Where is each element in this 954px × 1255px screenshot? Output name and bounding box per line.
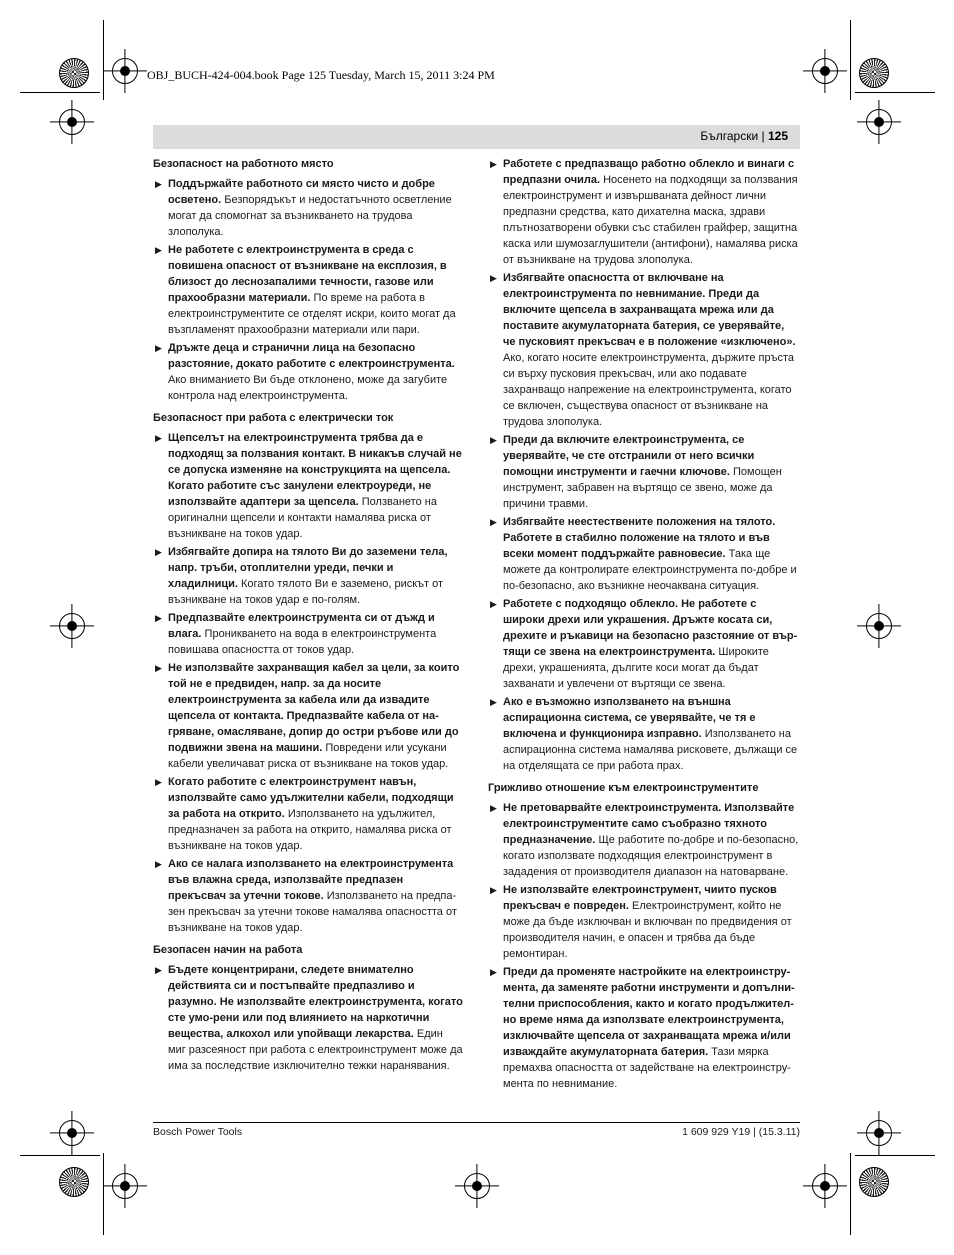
instruction-bold: Поддържайте работното си място чисто и добре осветено. xyxy=(168,178,435,206)
instruction-text: Един миг разсеяност при работа с електроинструмент може да има за последствие изключително тежки наранявания. xyxy=(168,1028,463,1072)
registration-mark-icon xyxy=(112,1173,138,1199)
instruction-bold: Работете с подходящо облекло. Не работете с широки дрехи или украшения. Дръжте косата си, дрехите и ръкавици на безопасно разстояние от вър-тящи се звена на електроинструмента. xyxy=(503,598,798,658)
footer-docnumber: 1 609 929 Y19 | (15.3.11) xyxy=(682,1126,800,1138)
triangle-bullet-icon: ▶ xyxy=(155,547,162,557)
instruction-bold: Когато работите с електроинструмент навън, използвайте само удължителни кабели, подходящи за работа на открито. xyxy=(168,776,454,820)
instruction-text: Ако вниманието Ви бъде отклонено, може да загубите контрола над електроинструмента. xyxy=(168,374,448,402)
registration-mark-icon xyxy=(112,58,138,84)
triangle-bullet-icon: ▶ xyxy=(155,777,162,787)
triangle-bullet-icon: ▶ xyxy=(155,245,162,255)
triangle-bullet-icon: ▶ xyxy=(490,435,497,445)
triangle-bullet-icon: ▶ xyxy=(155,433,162,443)
instruction-bold: Ако се налага използването на електроинструмента във влажна среда, използвайте предпазен прекъсвач за утечни токове. xyxy=(168,858,454,902)
instruction-text: Използването на предпа-зен прекъсвач за утечни токове намалява опасността от възникване на токов удар. xyxy=(168,890,457,934)
safety-instruction xyxy=(153,774,463,854)
section-heading: Грижливо отношение към електроинструментите xyxy=(488,782,759,794)
safety-instruction xyxy=(153,430,463,542)
triangle-bullet-icon: ▶ xyxy=(155,343,162,353)
footer-brand: Bosch Power Tools xyxy=(153,1126,243,1138)
color-target-icon xyxy=(59,58,89,88)
instruction-text: Ползването на оригинални щепсели и контакти намалява риска от възникване на токов удар. xyxy=(168,496,437,540)
color-target-icon xyxy=(859,1167,889,1197)
instruction-bold: Не използвайте електроинструмент, чиито пусков прекъсвач е повреден. xyxy=(503,884,777,912)
crop-line xyxy=(850,1153,851,1235)
registration-mark-icon xyxy=(59,109,85,135)
triangle-bullet-icon: ▶ xyxy=(155,179,162,189)
header-text xyxy=(700,129,788,143)
triangle-bullet-icon: ▶ xyxy=(490,273,497,283)
crop-line xyxy=(103,1153,104,1235)
print-slug: OBJ_BUCH-424-004.book Page 125 Tuesday, March 15, 2011 3:24 PM xyxy=(147,68,495,82)
instruction-text: Помощен инструмент, забравен на въртящо се звено, може да причини травми. xyxy=(503,466,782,510)
registration-mark-icon xyxy=(59,613,85,639)
triangle-bullet-icon: ▶ xyxy=(490,885,497,895)
registration-mark-icon xyxy=(464,1173,490,1199)
instruction-bold: Избягвайте допира на тялото Ви до заземени тела, напр. тръби, отоплителни уреди, печки и хладилници. xyxy=(168,546,448,590)
page-header xyxy=(153,125,800,149)
safety-instruction xyxy=(488,964,799,1092)
instruction-bold: Дръжте деца и странични лица на безопасно разстояние, докато работите с електроинструмента. xyxy=(168,342,455,370)
triangle-bullet-icon: ▶ xyxy=(490,803,497,813)
instruction-text: Когато тялото Ви е заземено, рискът от възникване на токов удар е по-голям. xyxy=(168,578,443,606)
instruction-text: Използването на аспирационна система намалява рисковете, дължащи се на отделящата се при работа прах. xyxy=(503,728,798,772)
instruction-bold: Не използвайте захранващия кабел за цели, за които той не е предвиден, напр. за да носите електроинструмента за кабела или да извадите щепсела от контакта. Предпазвайте кабела от на-гряване, омасляване, допир до остри ръбове или до подвижни звена на машини. xyxy=(168,662,460,754)
instruction-text: Ще работите по-добре и по-безопасно, когато използвате подходящия електроинструмент в зададения от производителя диапазон на натоварване. xyxy=(503,834,799,878)
crop-line xyxy=(20,1155,100,1156)
section-heading: Безопасност при работа с електрически ток xyxy=(153,412,394,424)
crop-line xyxy=(20,92,100,93)
language-label: Български xyxy=(700,129,759,143)
instruction-bold: Предпазвайте електроинструмента си от дъжд и влага. xyxy=(168,612,435,640)
safety-instruction xyxy=(488,432,799,512)
right-column xyxy=(488,156,799,1098)
safety-instruction xyxy=(488,694,799,774)
instruction-text: Проникването на вода в електроинструмента повишава опасността от токов удар. xyxy=(168,628,437,656)
triangle-bullet-icon: ▶ xyxy=(490,697,497,707)
instruction-bold: Избягвайте опасността от включване на електроинструмента по невнимание. Преди да включите щепсела в захранващата мрежа или да поставите акумулаторната батерия, се уверявайте, че пусковият прекъсвач е в положение «изключено». xyxy=(503,272,796,348)
safety-instruction xyxy=(488,156,799,268)
registration-mark-icon xyxy=(812,1173,838,1199)
instruction-text: Ако, когато носите електроинструмента, държите пръста си върху пусковия прекъсвач, или ако подавате захранващо напрежение на електроинструмента, когато се включен, съществува опасност от възникване на трудова злополука. xyxy=(503,352,794,428)
safety-instruction xyxy=(153,660,463,772)
instruction-text: Носенето на подходящи за ползвания електроинструмент и извършваната дейност лични предпазни средства, като дихателна маска, здрави плътнозатворени обувки със стабилен грайфер, защитна каска или шумозаглушители (антифони), намалява риска от възникване на трудова злополука. xyxy=(503,174,798,266)
triangle-bullet-icon: ▶ xyxy=(155,613,162,623)
safety-instruction xyxy=(153,176,463,240)
instruction-bold: Избягвайте неестествените положения на тялото. Работете в стабилно положение на тялото и във всеки момент поддържайте равновесие. xyxy=(503,516,776,560)
triangle-bullet-icon: ▶ xyxy=(155,859,162,869)
safety-instruction xyxy=(153,856,463,936)
instruction-bold: Не работете с електроинструмента в среда с повишена опасност от възникване на експлозия, в близост до леснозапалими течности, газове или прахообразни материали. xyxy=(168,244,447,304)
instruction-bold: Щепселът на електроинструмента трябва да е подходящ за ползвания контакт. В никакъв случай не се допуска изменяне на конструкцията на щепсела. Когато работите със занулени електроуреди, не използвайте адаптери за щепсела. xyxy=(168,432,462,508)
crop-line xyxy=(855,92,935,93)
safety-instruction xyxy=(488,596,799,692)
safety-instruction xyxy=(488,514,799,594)
left-column xyxy=(153,156,463,1080)
safety-instruction xyxy=(488,270,799,430)
safety-instruction xyxy=(488,800,799,880)
triangle-bullet-icon: ▶ xyxy=(155,965,162,975)
registration-mark-icon xyxy=(866,109,892,135)
registration-mark-icon xyxy=(812,58,838,84)
instruction-bold: Преди да променяте настройките на електроинстру-мента, да заменяте работни инструменти и допълни-телни приспособления, както и когато продължител-но време няма да използвате електроинструмента, изключвайте щепсела от захранващата мрежа и/или изваждайте акумулаторната батерия. xyxy=(503,966,795,1058)
instruction-bold: Ако е възможно използването на външна аспирационна система, се уверявайте, че тя е включена и функционира изправно. xyxy=(503,696,756,740)
color-target-icon xyxy=(859,58,889,88)
section-heading: Безопасен начин на работа xyxy=(153,944,303,956)
color-target-icon xyxy=(59,1167,89,1197)
registration-mark-icon xyxy=(866,1120,892,1146)
page-number: 125 xyxy=(767,129,788,143)
instruction-text: Безпорядъкът и недостатъчното осветление могат да спомогнат за възникването на трудова злополука. xyxy=(168,194,452,238)
triangle-bullet-icon: ▶ xyxy=(155,663,162,673)
instruction-bold: Работете с предпазващо работно облекло и винаги с предпазни очила. xyxy=(503,158,795,186)
footer-divider xyxy=(153,1122,800,1123)
safety-instruction xyxy=(153,242,463,338)
safety-instruction xyxy=(153,962,463,1074)
instruction-text: Така ще можете да контролирате електроинструмента по-добре и по-безопасно, ако възникне неочаквана ситуация. xyxy=(503,548,797,592)
crop-line xyxy=(855,1155,935,1156)
registration-mark-icon xyxy=(59,1120,85,1146)
header-separator: | xyxy=(761,129,765,143)
instruction-text: По време на работа в електроинструментите се отделят искри, които могат да възпламенят прахообразни материали или пари. xyxy=(168,292,456,336)
instruction-bold: Преди да включите електроинструмента, се уверявайте, че сте отстранили от него всички помощни инструменти и гаечни ключове. xyxy=(503,434,755,478)
triangle-bullet-icon: ▶ xyxy=(490,599,497,609)
instruction-text: Тази мярка премахва опасността от задействане на електроинстру-мента по невнимание. xyxy=(503,1046,791,1090)
triangle-bullet-icon: ▶ xyxy=(490,517,497,527)
safety-instruction xyxy=(153,610,463,658)
instruction-text: Използването на удължител, предназначен за работа на открито, намалява риска от възникване на токов удар. xyxy=(168,808,452,852)
crop-line xyxy=(850,20,851,100)
registration-mark-icon xyxy=(866,613,892,639)
instruction-text: Електроинструмент, който не може да бъде изключван и включван по предвидения от производителя начин, е опасен и трябва да бъде ремонтиран. xyxy=(503,900,792,960)
instruction-text: Широките дрехи, украшенията, дългите коси могат да бъдат захванати и увлечени от въртящи се звена. xyxy=(503,646,769,690)
instruction-text: Повредени или усукани кабели увеличават риска от възникване на токов удар. xyxy=(168,742,449,770)
instruction-bold: Не претоварвайте електроинструмента. Използвайте електроинструментите само съобразно тяхното предназначение. xyxy=(503,802,795,846)
crop-line xyxy=(103,20,104,100)
instruction-bold: Бъдете концентрирани, следете внимателно действията си и постъпвайте предпазливо и разумно. Не използвайте електроинструмента, когато сте умо-рени или под влиянието на наркотични вещества, алкохол или упойващи лекарства. xyxy=(168,964,463,1040)
section-heading: Безопасност на работното място xyxy=(153,158,334,170)
safety-instruction xyxy=(153,340,463,404)
safety-instruction xyxy=(488,882,799,962)
triangle-bullet-icon: ▶ xyxy=(490,967,497,977)
triangle-bullet-icon: ▶ xyxy=(490,159,497,169)
safety-instruction xyxy=(153,544,463,608)
